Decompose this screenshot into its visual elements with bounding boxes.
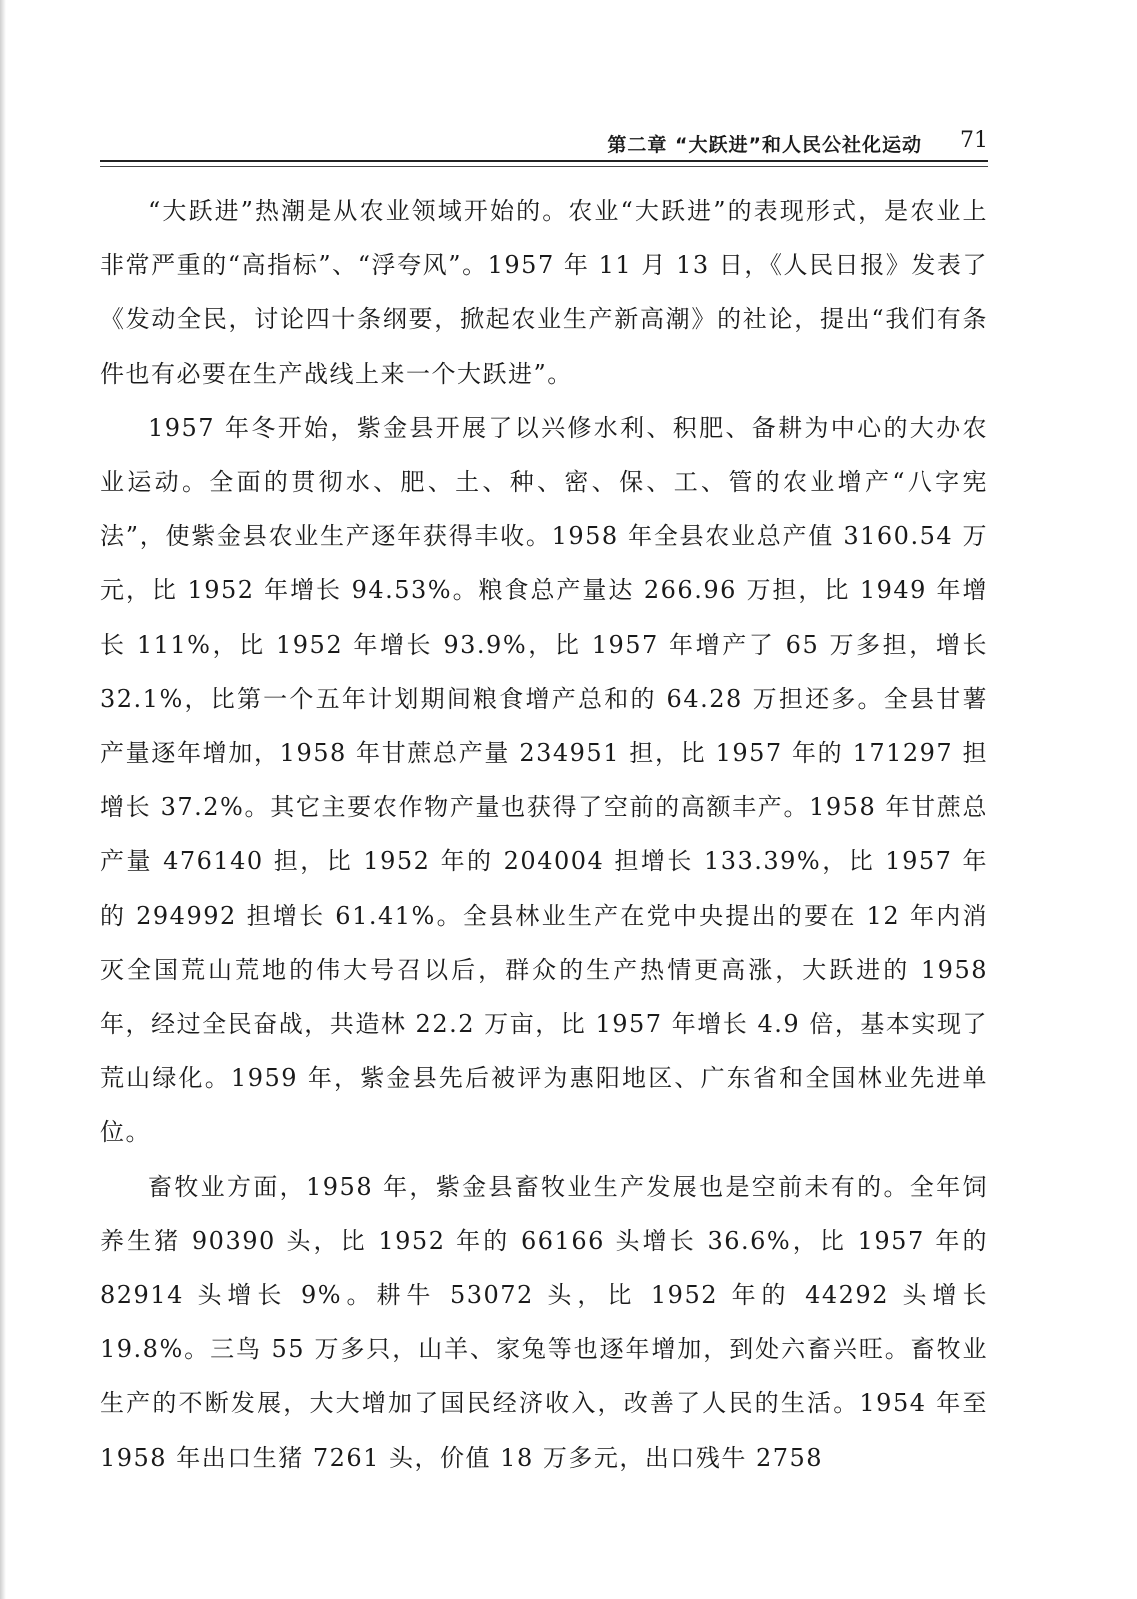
body-text	[100, 184, 988, 1485]
running-head	[100, 128, 988, 164]
header-rule-thin	[100, 166, 988, 167]
header-rule-thick	[100, 160, 988, 162]
binding-edge	[0, 0, 6, 1599]
chapter-title: 第二章 “大跃进”和人民公社化运动	[607, 134, 922, 156]
paragraph-3: 畜牧业方面，1958 年，紫金县畜牧业生产发展也是空前未有的。全年饲养生猪 90390 头，比 1952 年的 66166 头增长 36.6%，比 1957 年的 82914 头增长 9%。耕牛 53072 头，比 1952 年的 44292 头增长 19.8%。三鸟 55 万多只，山羊、家兔等也逐年增加，到处六畜兴旺。畜牧业生产的不断发展，大大增加了国民经济收入，改善了人民的生活。1954 年至 1958 年出口生猪 7261 头，价值 18 万多元，出口残牛 2758	[100, 1172, 988, 1472]
paragraph-2: 1957 年冬开始，紫金县开展了以兴修水利、积肥、备耕为中心的大办农业运动。全面的贯彻水、肥、土、种、密、保、工、管的农业增产“八字宪法”，使紫金县农业生产逐年获得丰收。1958 年全县农业总产值 3160.54 万元，比 1952 年增长 94.53%。粮食总产量达 266.96 万担，比 1949 年增长 111%，比 1952 年增长 93.9%，比 1957 年增产了 65 万多担，增长 32.1%，比第一个五年计划期间粮食增产总和的 64.28 万担还多。全县甘薯产量逐年增加，1958 年甘蔗总产量 234951 担，比 1957 年的 171297 担增长 37.2%。其它主要农作物产量也获得了空前的高额丰产。1958 年甘蔗总产量 476140 担，比 1952 年的 204004 担增长 133.39%，比 1957 年的 294992 担增长 61.41%。全县林业生产在党中央提出的要在 12 年内消灭全国荒山荒地的伟大号召以后，群众的生产热情更高涨，大跃进的 1958 年，经过全民奋战，共造林 22.2 万亩，比 1957 年增长 4.9 倍，基本实现了荒山绿化。1959 年，紫金县先后被评为惠阳地区、广东省和全国林业先进单位。	[100, 413, 988, 1147]
paragraph-1: “大跃进”热潮是从农业领域开始的。农业“大跃进”的表现形式，是农业上非常严重的“高指标”、“浮夸风”。1957 年 11 月 13 日，《人民日报》发表了《发动全民，讨论四十条纲要，掀起农业生产新高潮》的社论，提出“我们有条件也有必要在生产战线上来一个大跃进”。	[100, 197, 988, 388]
page-number: 71	[960, 128, 988, 153]
